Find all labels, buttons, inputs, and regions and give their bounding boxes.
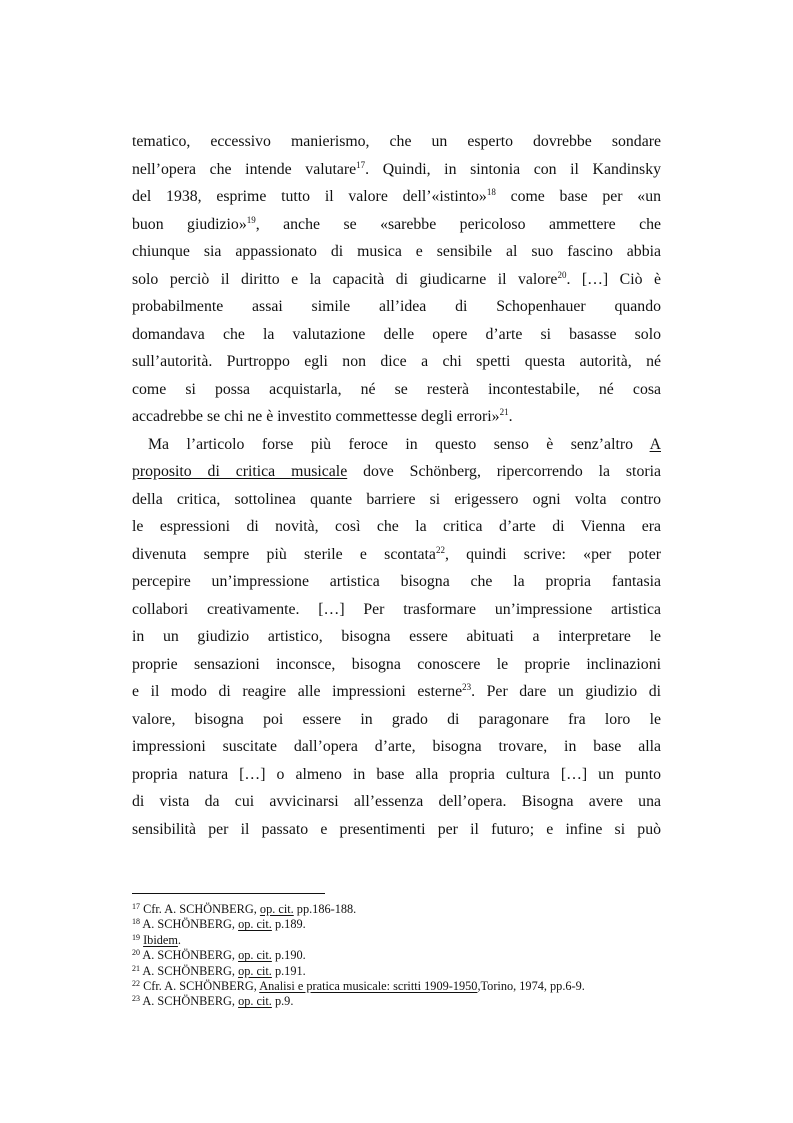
- underlined-title: op. cit.: [238, 963, 272, 978]
- body-line: [132, 678, 661, 706]
- footnote-ref: 23: [132, 994, 140, 1004]
- text-run: dove Schönberg, ripercorrendo la storia: [347, 463, 661, 480]
- footnote-ref: 17: [132, 902, 140, 911]
- text-run: , quindi scrive: «per poter: [444, 545, 661, 563]
- body-line: [132, 183, 661, 211]
- underlined-title: proposito di critica musicale: [132, 463, 348, 480]
- footnote: [132, 902, 732, 917]
- text-run: p.191.: [271, 963, 306, 978]
- footnote-ref: 18: [486, 187, 496, 197]
- text-run: . Quindi, in sintonia con il Kandinsky: [365, 160, 661, 178]
- text-run: Cfr. A. SCHÖNBERG,: [140, 979, 260, 994]
- text-run: proprie sensazioni inconsce, bisogna conoscere le proprie inclinazioni: [132, 655, 661, 673]
- text-run: divenuta sempre più sterile e scontata: [132, 545, 436, 563]
- text-run: solo perciò il diritto e la capacità di giudicarne il valore: [132, 270, 558, 288]
- text-run: e il modo di reagire alle impressioni esterne: [132, 683, 463, 700]
- text-run: , anche se «sarebbe pericoloso ammettere che: [255, 215, 661, 233]
- text-run: chiunque sia appassionato di musica e sensibile al suo fascino abbia: [132, 243, 661, 260]
- text-run: buon giudizio»: [132, 215, 247, 233]
- text-run: Ma l’articolo forse più feroce in questo senso è senz’altro: [148, 435, 650, 453]
- text-run: accadrebbe se chi ne è investito commettesse degli errori»: [132, 408, 500, 425]
- footnote-ref: 19: [246, 214, 256, 225]
- text-run: sensibilità per il passato e presentimenti per il futuro; e infine si può: [132, 820, 661, 838]
- text-run: .: [508, 408, 513, 425]
- body-line: [132, 706, 661, 734]
- text-run: percepire un’impressione artistica bisogna che la propria fantasia: [132, 573, 661, 590]
- text-run: p.189.: [271, 917, 306, 932]
- text-run: le espressioni di novità, così che la critica d’arte di Vienna era: [132, 518, 661, 535]
- body-line: [132, 128, 661, 156]
- underlined-title: A: [649, 435, 661, 453]
- footnote-ref: 22: [435, 544, 445, 555]
- footnote: [132, 933, 732, 948]
- body-line: [132, 651, 661, 679]
- body-line: [132, 211, 661, 239]
- body-text: [132, 128, 661, 843]
- body-line: [132, 403, 661, 431]
- underlined-title: op. cit.: [238, 994, 272, 1009]
- text-run: collabori creativamente. […] Per trasformare un’impressione artistica: [132, 600, 661, 618]
- body-line: [132, 486, 661, 514]
- body-line: [132, 321, 661, 349]
- text-run: probabilmente assai simile all’idea di Schopenhauer quando: [132, 298, 661, 315]
- body-line: [132, 788, 661, 816]
- text-run: . Per dare un giudizio di: [471, 683, 662, 700]
- text-run: come si possa acquistarla, né se resterà incontestabile, né cosa: [132, 380, 661, 398]
- body-line: [132, 541, 661, 569]
- text-run: propria natura […] o almeno in base alla propria cultura […] un punto: [132, 765, 661, 783]
- text-run: Cfr. A. SCHÖNBERG,: [140, 902, 260, 916]
- body-line: [132, 458, 661, 486]
- text-run: ,Torino, 1974, pp.6-9.: [477, 979, 585, 994]
- text-run: nell’opera che intende valutare: [132, 160, 357, 178]
- footnotes: [132, 902, 732, 1010]
- text-run: p.9.: [271, 994, 294, 1009]
- text-run: domandava che la valutazione delle opere d’arte si basasse solo: [132, 325, 661, 343]
- body-line: [132, 348, 661, 376]
- text-run: . […] Ciò è: [566, 270, 662, 288]
- body-line: [132, 293, 661, 321]
- footnote-ref: 20: [557, 269, 567, 280]
- footnote: [132, 964, 732, 979]
- text-run: valore, bisogna poi essere in grado di paragonare fra loro le: [132, 710, 661, 728]
- text-run: sull’autorità. Purtroppo egli non dice a chi spetti questa autorità, né: [132, 353, 661, 370]
- body-line: [132, 431, 661, 459]
- footnote-ref: 20: [132, 948, 140, 958]
- footnote-ref: 21: [132, 963, 140, 973]
- underlined-title: Analisi e pratica musicale: scritti 1909-1950: [259, 979, 478, 994]
- text-run: A. SCHÖNBERG,: [140, 963, 239, 978]
- body-line: [132, 761, 661, 789]
- body-line: [132, 376, 661, 404]
- body-line: [132, 568, 661, 596]
- body-line: [132, 623, 661, 651]
- footnote-separator: [132, 893, 325, 894]
- footnote: [132, 994, 732, 1009]
- body-line: [132, 816, 661, 844]
- text-run: p.190.: [271, 948, 306, 963]
- underlined-title: op. cit.: [238, 948, 272, 963]
- body-line: [132, 238, 661, 266]
- body-line: [132, 596, 661, 624]
- body-line: [132, 513, 661, 541]
- text-run: della critica, sottolinea quante barriere si erigessero ogni volta contro: [132, 490, 661, 508]
- footnote-ref: 18: [132, 917, 140, 927]
- text-run: A. SCHÖNBERG,: [140, 948, 239, 963]
- footnote-ref: 21: [499, 407, 509, 417]
- text-run: del 1938, esprime tutto il valore dell’«istinto»: [132, 188, 487, 205]
- footnote-ref: 23: [462, 682, 472, 692]
- text-run: .: [177, 932, 181, 947]
- text-run: tematico, eccessivo manierismo, che un esperto dovrebbe sondare: [132, 133, 661, 150]
- footnote-ref: 19: [132, 932, 140, 942]
- text-run: A. SCHÖNBERG,: [140, 994, 239, 1009]
- underlined-title: op. cit.: [238, 917, 272, 932]
- footnote: [132, 917, 732, 932]
- footnote: [132, 948, 732, 963]
- footnote: [132, 979, 732, 994]
- underlined-title: Ibidem: [143, 932, 178, 947]
- underlined-title: op. cit.: [259, 902, 294, 916]
- body-line: [132, 156, 661, 184]
- text-run: A. SCHÖNBERG,: [140, 917, 239, 932]
- text-run: di vista da cui avvicinarsi all’essenza dell’opera. Bisogna avere una: [132, 793, 661, 810]
- footnote-ref: 22: [132, 979, 140, 989]
- text-run: impressioni suscitate dall’opera d’arte, bisogna trovare, in base alla: [132, 738, 661, 755]
- body-line: [132, 733, 661, 761]
- text-run: in un giudizio artistico, bisogna essere abituati a interpretare le: [132, 628, 661, 645]
- footnote-ref: 17: [356, 159, 366, 170]
- text-run: come base per «un: [495, 188, 661, 205]
- body-line: [132, 266, 661, 294]
- text-run: pp.186-188.: [293, 902, 357, 916]
